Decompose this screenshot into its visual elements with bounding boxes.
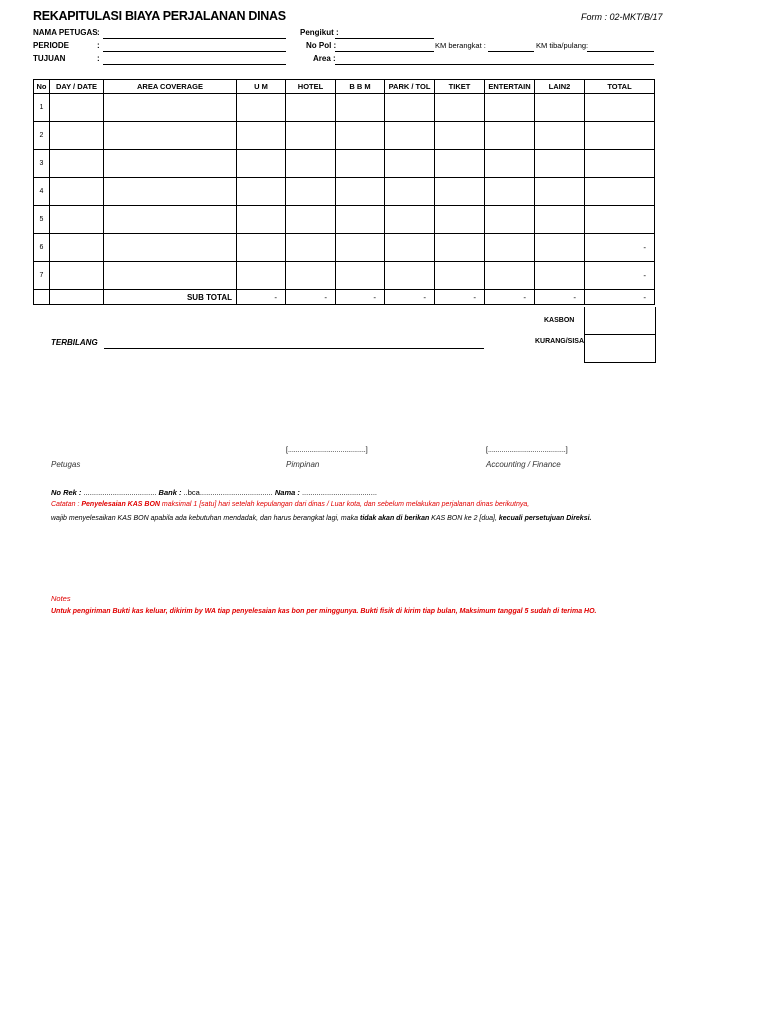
table-cell[interactable] bbox=[485, 122, 535, 150]
row-number: 7 bbox=[34, 262, 50, 290]
table-cell[interactable] bbox=[435, 206, 485, 234]
sub-total-um: - bbox=[237, 290, 286, 305]
table-cell[interactable] bbox=[336, 206, 385, 234]
sub-total-bbm: - bbox=[336, 290, 385, 305]
row-total: - bbox=[585, 262, 655, 290]
km-tiba-label: KM tiba/pulang: bbox=[536, 41, 589, 50]
table-cell[interactable] bbox=[286, 206, 336, 234]
table-cell[interactable] bbox=[485, 178, 535, 206]
area-field[interactable] bbox=[335, 64, 654, 65]
sub-total-lain2: - bbox=[535, 290, 585, 305]
table-row bbox=[34, 94, 655, 122]
col-header: No bbox=[34, 80, 50, 94]
table-cell[interactable] bbox=[104, 150, 237, 178]
sub-total-hotel: - bbox=[286, 290, 336, 305]
tujuan-field[interactable] bbox=[103, 64, 286, 65]
table-cell[interactable] bbox=[385, 150, 435, 178]
no-pol-field[interactable] bbox=[335, 51, 434, 52]
table-cell[interactable] bbox=[535, 206, 585, 234]
table-cell[interactable] bbox=[286, 178, 336, 206]
table-cell[interactable] bbox=[535, 234, 585, 262]
table-cell[interactable] bbox=[104, 206, 237, 234]
table-cell[interactable] bbox=[237, 206, 286, 234]
table-cell[interactable] bbox=[237, 178, 286, 206]
terbilang-label: TERBILANG bbox=[51, 338, 98, 347]
col-header: AREA COVERAGE bbox=[104, 80, 237, 94]
table-cell[interactable] bbox=[535, 122, 585, 150]
table-cell[interactable] bbox=[385, 178, 435, 206]
periode-label: PERIODE bbox=[33, 41, 70, 50]
catatan-line2a: wajib menyelesaikan KAS BON apabila ada kebutuhan mendadak, dan harus berangkat lagi, maka bbox=[51, 515, 360, 522]
table-cell[interactable] bbox=[237, 122, 286, 150]
table-cell[interactable] bbox=[336, 94, 385, 122]
bank-value: ..bca................................... bbox=[183, 488, 273, 497]
table-cell[interactable] bbox=[535, 150, 585, 178]
row-total bbox=[585, 150, 655, 178]
table-cell[interactable] bbox=[435, 262, 485, 290]
nama-petugas-label: NAMA PETUGAS bbox=[33, 28, 98, 37]
row-total bbox=[585, 122, 655, 150]
accounting-signature-label: Accounting / Finance bbox=[486, 460, 561, 469]
table-cell[interactable] bbox=[286, 122, 336, 150]
sub-total-tiket: - bbox=[435, 290, 485, 305]
table-row bbox=[34, 122, 655, 150]
row-total bbox=[585, 178, 655, 206]
sub-total-row bbox=[34, 290, 655, 305]
table-cell[interactable] bbox=[385, 94, 435, 122]
table-cell[interactable] bbox=[286, 262, 336, 290]
catatan-bold-3: kecuali persetujuan Direksi. bbox=[498, 515, 592, 522]
table-cell[interactable] bbox=[535, 178, 585, 206]
table-cell[interactable] bbox=[286, 94, 336, 122]
bank-info-line bbox=[51, 488, 377, 497]
table-row bbox=[34, 206, 655, 234]
row-total bbox=[585, 206, 655, 234]
table-cell[interactable] bbox=[104, 234, 237, 262]
catatan-line-1 bbox=[51, 501, 529, 508]
table-cell[interactable] bbox=[385, 262, 435, 290]
page-title: REKAPITULASI BIAYA PERJALANAN DINAS bbox=[33, 9, 286, 23]
col-header: LAIN2 bbox=[535, 80, 585, 94]
table-cell[interactable] bbox=[50, 122, 104, 150]
col-header: TIKET bbox=[435, 80, 485, 94]
km-tiba-field[interactable] bbox=[587, 51, 654, 52]
no-pol-label: No Pol : bbox=[306, 41, 337, 50]
sub-total-park-tol: - bbox=[385, 290, 435, 305]
catatan-line-2 bbox=[51, 515, 592, 522]
table-cell[interactable] bbox=[435, 122, 485, 150]
table-cell[interactable] bbox=[104, 262, 237, 290]
nama-petugas-field[interactable] bbox=[103, 38, 286, 39]
table-cell bbox=[34, 290, 50, 305]
catatan-bold-1: Penyelesaian KAS BON bbox=[81, 501, 160, 508]
col-header: U M bbox=[237, 80, 286, 94]
table-cell[interactable] bbox=[385, 206, 435, 234]
table-cell[interactable] bbox=[237, 262, 286, 290]
table-cell[interactable] bbox=[237, 150, 286, 178]
km-berangkat-label: KM berangkat : bbox=[435, 41, 486, 50]
catatan-rest-1: maksimal 1 [satu] hari setelah kepulangan dari dinas / Luar kota, dan sebelum melakukan perjalanan dinas berikutnya, bbox=[159, 501, 530, 508]
table-cell[interactable] bbox=[50, 262, 104, 290]
col-header: PARK / TOL bbox=[385, 80, 435, 94]
table-cell[interactable] bbox=[286, 150, 336, 178]
col-header: ENTERTAIN bbox=[485, 80, 535, 94]
area-label: Area : bbox=[313, 54, 336, 63]
pimpinan-signature-label: Pimpinan bbox=[286, 460, 320, 469]
table-cell[interactable] bbox=[535, 94, 585, 122]
table-cell[interactable] bbox=[50, 206, 104, 234]
terbilang-field[interactable] bbox=[104, 348, 484, 349]
col-header: TOTAL bbox=[585, 80, 655, 94]
table-cell[interactable] bbox=[104, 94, 237, 122]
table-row bbox=[34, 234, 655, 262]
table-cell[interactable] bbox=[435, 150, 485, 178]
row-number: 5 bbox=[34, 206, 50, 234]
colon: : bbox=[97, 28, 100, 37]
table-cell[interactable] bbox=[485, 262, 535, 290]
pimpinan-signature-bracket: [........................................] bbox=[286, 447, 368, 454]
catatan-prefix: Catatan : bbox=[51, 501, 82, 508]
no-rek-dots: ................................... bbox=[83, 488, 157, 497]
bank-label: Bank : bbox=[158, 488, 182, 497]
table-cell[interactable] bbox=[336, 178, 385, 206]
row-total bbox=[585, 94, 655, 122]
row-number: 4 bbox=[34, 178, 50, 206]
colon: : bbox=[97, 41, 100, 50]
kasbon-box[interactable] bbox=[584, 307, 656, 335]
table-row bbox=[34, 150, 655, 178]
no-rek-label: No Rek : bbox=[51, 488, 82, 497]
row-number: 1 bbox=[34, 94, 50, 122]
table-row bbox=[34, 262, 655, 290]
catatan-bold-2: tidak akan di berikan bbox=[359, 515, 430, 522]
sub-total-label: SUB TOTAL bbox=[104, 290, 237, 305]
table-cell[interactable] bbox=[485, 94, 535, 122]
row-number: 2 bbox=[34, 122, 50, 150]
form-code: Form : 02-MKT/B/17 bbox=[581, 12, 663, 22]
kurang-sisa-label: KURANG/SISA bbox=[535, 338, 585, 345]
table-cell[interactable] bbox=[104, 122, 237, 150]
sub-total-entertain: - bbox=[485, 290, 535, 305]
km-berangkat-field[interactable] bbox=[488, 51, 534, 52]
table-cell[interactable] bbox=[336, 262, 385, 290]
table-cell[interactable] bbox=[286, 234, 336, 262]
notes-label: Notes bbox=[51, 594, 71, 603]
table-cell[interactable] bbox=[336, 150, 385, 178]
row-number: 6 bbox=[34, 234, 50, 262]
table-cell[interactable] bbox=[50, 178, 104, 206]
table-row bbox=[34, 178, 655, 206]
table-cell[interactable] bbox=[535, 262, 585, 290]
sub-total-total: - bbox=[585, 290, 655, 305]
table-cell[interactable] bbox=[385, 234, 435, 262]
table-cell[interactable] bbox=[336, 234, 385, 262]
table-header-row bbox=[34, 80, 655, 94]
pengikut-label: Pengikut : bbox=[300, 28, 339, 37]
table-cell[interactable] bbox=[104, 178, 237, 206]
table-cell[interactable] bbox=[237, 94, 286, 122]
table-cell[interactable] bbox=[50, 234, 104, 262]
pengikut-field[interactable] bbox=[335, 38, 434, 39]
table-cell[interactable] bbox=[385, 122, 435, 150]
row-total: - bbox=[585, 234, 655, 262]
notes-text: Untuk pengiriman Bukti kas keluar, dikirim by WA tiap penyelesaian kas bon per minggunya. Bukti fisik di kirim tiap bulan, Maksimum tanggal 5 sudah di terima HO. bbox=[51, 608, 597, 615]
table-cell[interactable] bbox=[485, 206, 535, 234]
table-cell[interactable] bbox=[50, 94, 104, 122]
table-cell[interactable] bbox=[435, 94, 485, 122]
col-header: B B M bbox=[336, 80, 385, 94]
col-header: DAY / DATE bbox=[50, 80, 104, 94]
catatan-line2b: KAS BON ke 2 [dua], bbox=[429, 515, 499, 522]
petugas-signature-label: Petugas bbox=[51, 460, 81, 469]
table-cell[interactable] bbox=[336, 122, 385, 150]
expense-table bbox=[33, 79, 655, 305]
nama-dots: .................................... bbox=[301, 488, 377, 497]
col-header: HOTEL bbox=[286, 80, 336, 94]
table-cell[interactable] bbox=[237, 234, 286, 262]
table-cell[interactable] bbox=[50, 150, 104, 178]
table-cell bbox=[50, 290, 104, 305]
kasbon-label: KASBON bbox=[544, 317, 575, 324]
periode-field[interactable] bbox=[103, 51, 286, 52]
kurang-sisa-box[interactable] bbox=[584, 334, 656, 363]
accounting-signature-bracket: [........................................] bbox=[486, 447, 568, 454]
colon: : bbox=[97, 54, 100, 63]
nama-label: Nama : bbox=[274, 488, 300, 497]
row-number: 3 bbox=[34, 150, 50, 178]
table-cell[interactable] bbox=[485, 234, 535, 262]
table-cell[interactable] bbox=[485, 150, 535, 178]
tujuan-label: TUJUAN bbox=[33, 54, 66, 63]
table-cell[interactable] bbox=[435, 178, 485, 206]
table-cell[interactable] bbox=[435, 234, 485, 262]
